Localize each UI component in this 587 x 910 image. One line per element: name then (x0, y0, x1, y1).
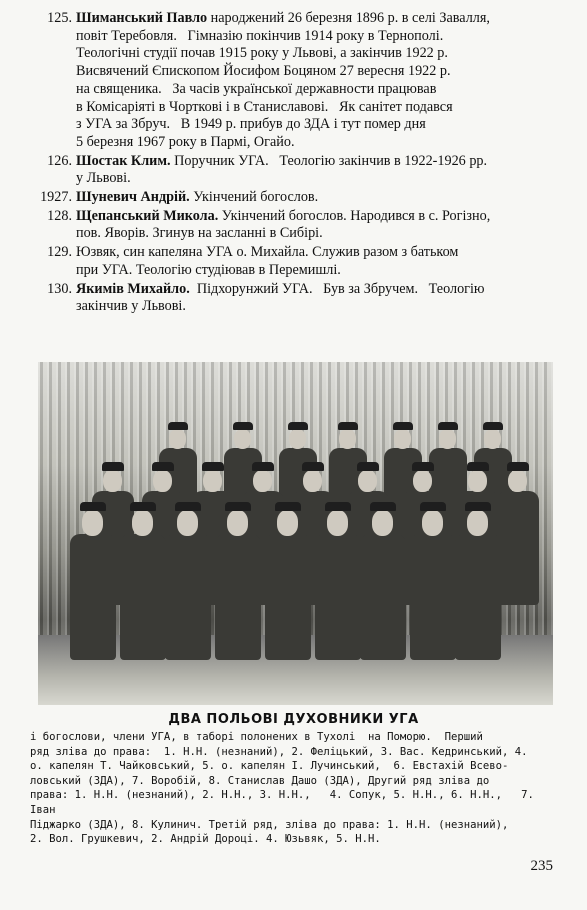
biography-entry (30, 189, 560, 207)
entry-text: Юзвяк, син капеляна УГА о. Михайла. Служив разом з батьком при УГА. Теологію студіював в Перемишлі. (76, 244, 459, 278)
entry-name: Щепанський Микола. (76, 207, 219, 224)
entry-body (76, 10, 560, 152)
page-number: 235 (530, 858, 553, 874)
entry-number: 128. (47, 207, 72, 224)
entry-number: 130. (47, 280, 72, 297)
entry-name: Якимів Михайло. (76, 280, 190, 297)
biography-entry (30, 244, 560, 279)
entry-text: Підхорунжий УГА. Був за Збручем. Теологію закінчив у Львові. (76, 280, 485, 315)
photo-caption-text: і богослови, члени УГА, в таборі полонених в Тухолі на Поморю. Перший ряд зліва до права: 1. Н.Н. (незнаний), 2. Феліцький, 3. Вас. Кедринський, 4. о. капелян Т. Чайковський, 5. о. капелян І. Лучинський, 6. Евстахій Всево- ловський (ЗДА), 7. Воробій, 8. Станислав Дашо (ЗДА), Другий ряд зліва до права: 1. Н.Н. (незнаний), 2. Н.Н., 3. Н.Н., 4. Сопук, 5. Н.Н., 6. Н.Н., 7. Іван Піджарко (ЗДА), 8. Кулинич. Третій ряд, зліва до права: 1. Н.Н. (незнаний), 2. Вол. Грушкевич, 2. Андрій Дороці. 4. Юзьвяк, 5. Н.Н. (30, 731, 534, 846)
entry-number: 1927. (40, 189, 72, 206)
entry-body (76, 208, 560, 243)
entry-body (76, 189, 560, 207)
entry-text: Укінчений богослов. (189, 189, 319, 206)
biography-entry (30, 208, 560, 243)
entry-name: Шуневич Андрій. (76, 189, 190, 206)
entry-number: 126. (47, 152, 72, 169)
entry-text: Укінчений богослов. Народився в с. Рогізно, пов. Яворів. Згинув на засланні в Сибірі. (76, 207, 491, 242)
entry-body (76, 281, 560, 316)
biography-entry (30, 10, 560, 152)
group-photograph (38, 362, 553, 705)
entry-name: Шостак Клим. (76, 152, 171, 169)
entry-body (76, 244, 560, 279)
biography-entry (30, 281, 560, 316)
photo-caption-title: ДВА ПОЛЬОВІ ДУХОВНИКИ УГА (168, 712, 419, 727)
biography-list (30, 10, 560, 317)
entry-number: 129. (47, 244, 72, 261)
entry-text: народжений 26 березня 1896 р. в селі Завалля, повіт Теребовля. Гімназію покінчив 1914 року в Тернополі. Теологічні студії почав 1915 року у Львові, а закінчив 1922 р. Висвячений Єпископом Йосифом Боцяном 27 вересня 1922 р. на священика. За часів української державности працював в Комісаріяті в Чорткові і в Станиславові. Як санітет подався з УГА за Збруч. В 1949 р. прибув до ЗДА і тут помер дня 5 березня 1967 року в Пармі, Огайо. (76, 10, 490, 150)
entry-body (76, 153, 560, 188)
biography-entry (30, 153, 560, 188)
entry-name: Шиманський Павло (76, 10, 208, 26)
entry-text: Поручник УГА. Теологію закінчив в 1922-1926 рр. у Львові. (76, 152, 488, 187)
entry-number: 125. (47, 10, 72, 26)
